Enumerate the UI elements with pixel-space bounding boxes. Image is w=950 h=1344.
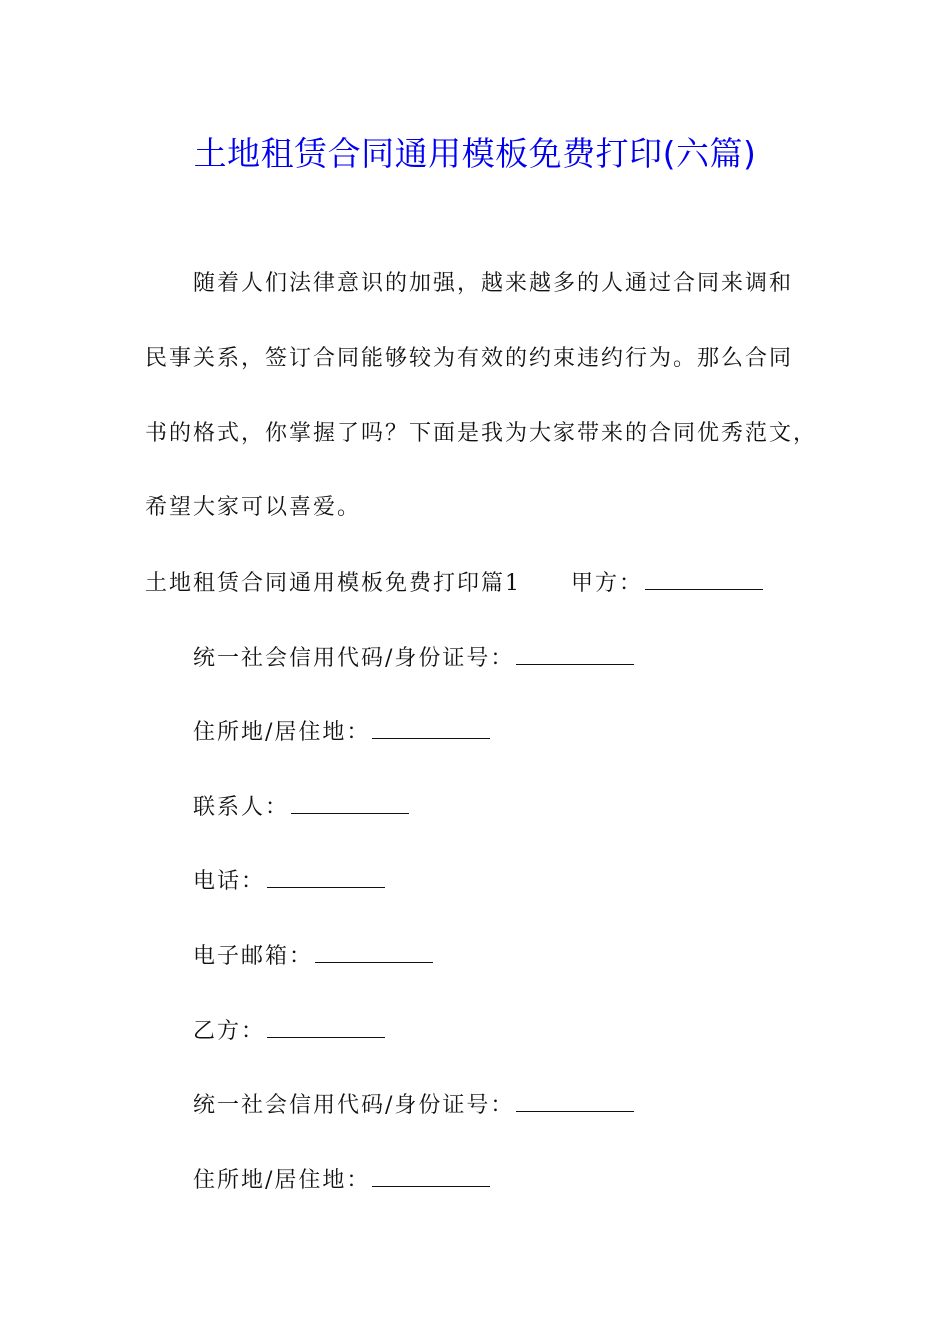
- field-row: [193, 1089, 634, 1123]
- field-blank: [291, 793, 409, 814]
- field-row: [193, 940, 433, 974]
- field-blank: [315, 942, 433, 963]
- party-a-blank: [645, 569, 763, 590]
- field-row: [193, 791, 409, 825]
- field-label: 电子邮箱：: [193, 944, 314, 969]
- field-blank: [372, 1166, 490, 1187]
- intro-line-2: 民事关系，签订合同能够较为有效的约束违约行为。那么合同: [145, 346, 794, 371]
- field-label: 住所地/居住地：: [193, 1168, 371, 1193]
- field-label: 统一社会信用代码/身份证号：: [193, 646, 515, 671]
- field-blank: [516, 1091, 634, 1112]
- field-label: 统一社会信用代码/身份证号：: [193, 1093, 515, 1118]
- field-row: [193, 1015, 385, 1049]
- intro-line-1: 随着人们法律意识的加强，越来越多的人通过合同来调和: [193, 271, 794, 296]
- field-label: 住所地/居住地：: [193, 720, 371, 745]
- intro-line-4: 希望大家可以喜爱。: [145, 495, 362, 520]
- field-blank: [267, 867, 385, 888]
- field-row: [193, 716, 490, 750]
- party-a-label: 甲方：: [571, 571, 644, 596]
- field-blank: [516, 644, 634, 665]
- document-title: 土地租赁合同通用模板免费打印(六篇): [193, 134, 757, 173]
- field-row: [193, 865, 385, 899]
- field-row: [193, 642, 634, 676]
- section-heading: 土地租赁合同通用模板免费打印篇1: [145, 571, 521, 596]
- field-row: [193, 1164, 490, 1198]
- field-blank: [267, 1017, 385, 1038]
- field-blank: [372, 718, 490, 739]
- field-label: 联系人：: [193, 795, 290, 820]
- intro-line-3: 书的格式，你掌握了吗？下面是我为大家带来的合同优秀范文，: [145, 421, 818, 446]
- section-heading-row: [145, 567, 763, 601]
- field-label: 电话：: [193, 869, 266, 894]
- field-label: 乙方：: [193, 1019, 266, 1044]
